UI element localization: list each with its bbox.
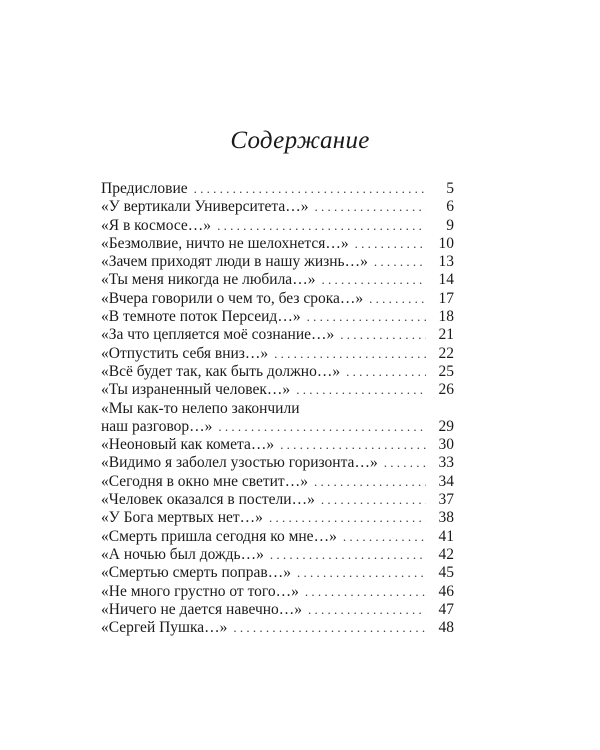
toc-entry-page: 5 (446, 180, 454, 197)
toc-entry (101, 235, 454, 253)
toc-entry (101, 509, 454, 527)
toc-entry-page: 18 (438, 308, 454, 326)
dot-leader (315, 198, 426, 216)
toc-entry (101, 271, 454, 289)
toc-entry-page: 33 (438, 454, 454, 472)
toc-entry-title: «Зачем приходят люди в нашу жизнь…» (101, 253, 368, 271)
dot-leader (305, 583, 426, 601)
dot-leader (343, 528, 426, 546)
toc-entry-page: 13 (438, 253, 454, 271)
toc-entry-page: 47 (438, 600, 454, 618)
dot-leader (355, 235, 426, 253)
toc-entry-title: «За что цепляется моё сознание…» (101, 326, 335, 344)
toc-entry-title: «Сергей Пушка…» (101, 619, 228, 637)
toc-entry-page: 46 (438, 582, 454, 600)
dot-leader (218, 418, 426, 436)
toc-entry-title: «Я в космосе…» (101, 216, 212, 234)
dot-leader (321, 491, 426, 509)
toc-entry (101, 180, 454, 198)
toc-entry-first-line (101, 400, 454, 418)
toc-entry-page: 38 (438, 509, 454, 527)
toc-entry (101, 290, 454, 308)
toc-entry-title: «Ничего не дается навечно…» (101, 600, 303, 618)
toc-entry-title: «Ты израненный человек…» (101, 381, 291, 399)
toc-entry-title: «Безмолвие, ничто не шелохнется…» (101, 234, 349, 252)
toc-entry-title-continued: наш разговор…» (101, 417, 213, 435)
dot-leader (194, 180, 426, 198)
toc-entry-page: 22 (438, 344, 454, 362)
toc-entry-page: 21 (438, 326, 454, 344)
dot-leader (280, 436, 426, 454)
toc-entry-title: «Сегодня в окно мне светит…» (101, 472, 308, 490)
toc-entry-title: «Вчера говорили о чем то, без срока…» (101, 289, 364, 307)
toc-entry-title: «У Бога мертвых нет…» (101, 509, 263, 527)
toc-entry-page: 10 (438, 234, 454, 252)
toc-entry-page: 26 (438, 381, 454, 399)
toc-entry-page: 34 (438, 472, 454, 490)
toc-entry-page: 25 (438, 362, 454, 380)
toc-entry-title: «Не много грустно от того…» (101, 582, 299, 600)
page-title: Содержание (230, 127, 370, 154)
toc-entry-title: «Видимо я заболел узостью горизонта…» (101, 454, 378, 472)
table-of-contents (101, 180, 454, 637)
dot-leader (274, 345, 426, 363)
toc-entry (101, 198, 454, 216)
dot-leader (321, 271, 426, 289)
toc-entry-title: «Мы как-то нелепо закончили (101, 399, 300, 417)
toc-entry (101, 583, 454, 601)
dot-leader (233, 619, 426, 637)
dot-leader (269, 509, 426, 527)
toc-entry (101, 381, 454, 399)
dot-leader (307, 308, 426, 326)
toc-entry-page: 29 (438, 417, 454, 435)
dot-leader (346, 363, 426, 381)
toc-entry-title: «Ты меня никогда не любила…» (101, 271, 316, 289)
toc-entry-page: 48 (438, 619, 454, 637)
toc-entry (101, 363, 454, 381)
toc-entry-page: 30 (438, 436, 454, 454)
toc-entry-title: «Смерть пришла сегодня ко мне…» (101, 527, 337, 545)
dot-leader (369, 290, 426, 308)
toc-entry (101, 564, 454, 582)
toc-entry-page: 41 (438, 527, 454, 545)
toc-entry (101, 308, 454, 326)
toc-entry-page: 45 (438, 564, 454, 582)
toc-entry (101, 619, 454, 637)
dot-leader (217, 217, 426, 235)
dot-leader (374, 253, 426, 271)
toc-entry (101, 436, 454, 454)
toc-entry (101, 528, 454, 546)
toc-entry-title: «Всё будет так, как быть должно…» (101, 362, 341, 380)
toc-entry-page: 42 (438, 545, 454, 563)
dot-leader (296, 381, 426, 399)
toc-entry (101, 546, 454, 564)
toc-entry (101, 217, 454, 235)
toc-entry (101, 253, 454, 271)
dot-leader (340, 326, 426, 344)
toc-entry-page: 17 (438, 289, 454, 307)
toc-entry-title: «А ночью был дождь…» (101, 545, 264, 563)
toc-entry (101, 326, 454, 344)
dot-leader (297, 564, 426, 582)
toc-entry-page: 14 (438, 271, 454, 289)
toc-entry-page: 37 (438, 491, 454, 509)
toc-entry-title: «У вертикали Университета…» (101, 198, 309, 216)
dot-leader (270, 546, 426, 564)
toc-entry (101, 601, 454, 619)
toc-entry-title: «Отпустить себя вниз…» (101, 344, 269, 362)
toc-entry-page: 9 (446, 216, 454, 234)
toc-entry-title: «В темноте поток Персеид…» (101, 308, 301, 326)
dot-leader (384, 454, 426, 472)
toc-entry (101, 473, 454, 491)
toc-entry-title: «Смертью смерть поправ…» (101, 564, 291, 582)
toc-entry (101, 491, 454, 509)
toc-entry-title: «Человек оказался в постели…» (101, 491, 315, 509)
toc-entry (101, 345, 454, 363)
toc-entry (101, 454, 454, 472)
dot-leader (314, 473, 426, 491)
toc-entry-title: Предисловие (101, 180, 188, 197)
dot-leader (308, 601, 426, 619)
toc-entry-title: «Неоновый как комета…» (101, 436, 275, 454)
toc-entry (101, 418, 454, 436)
toc-entry-page: 6 (446, 198, 454, 216)
